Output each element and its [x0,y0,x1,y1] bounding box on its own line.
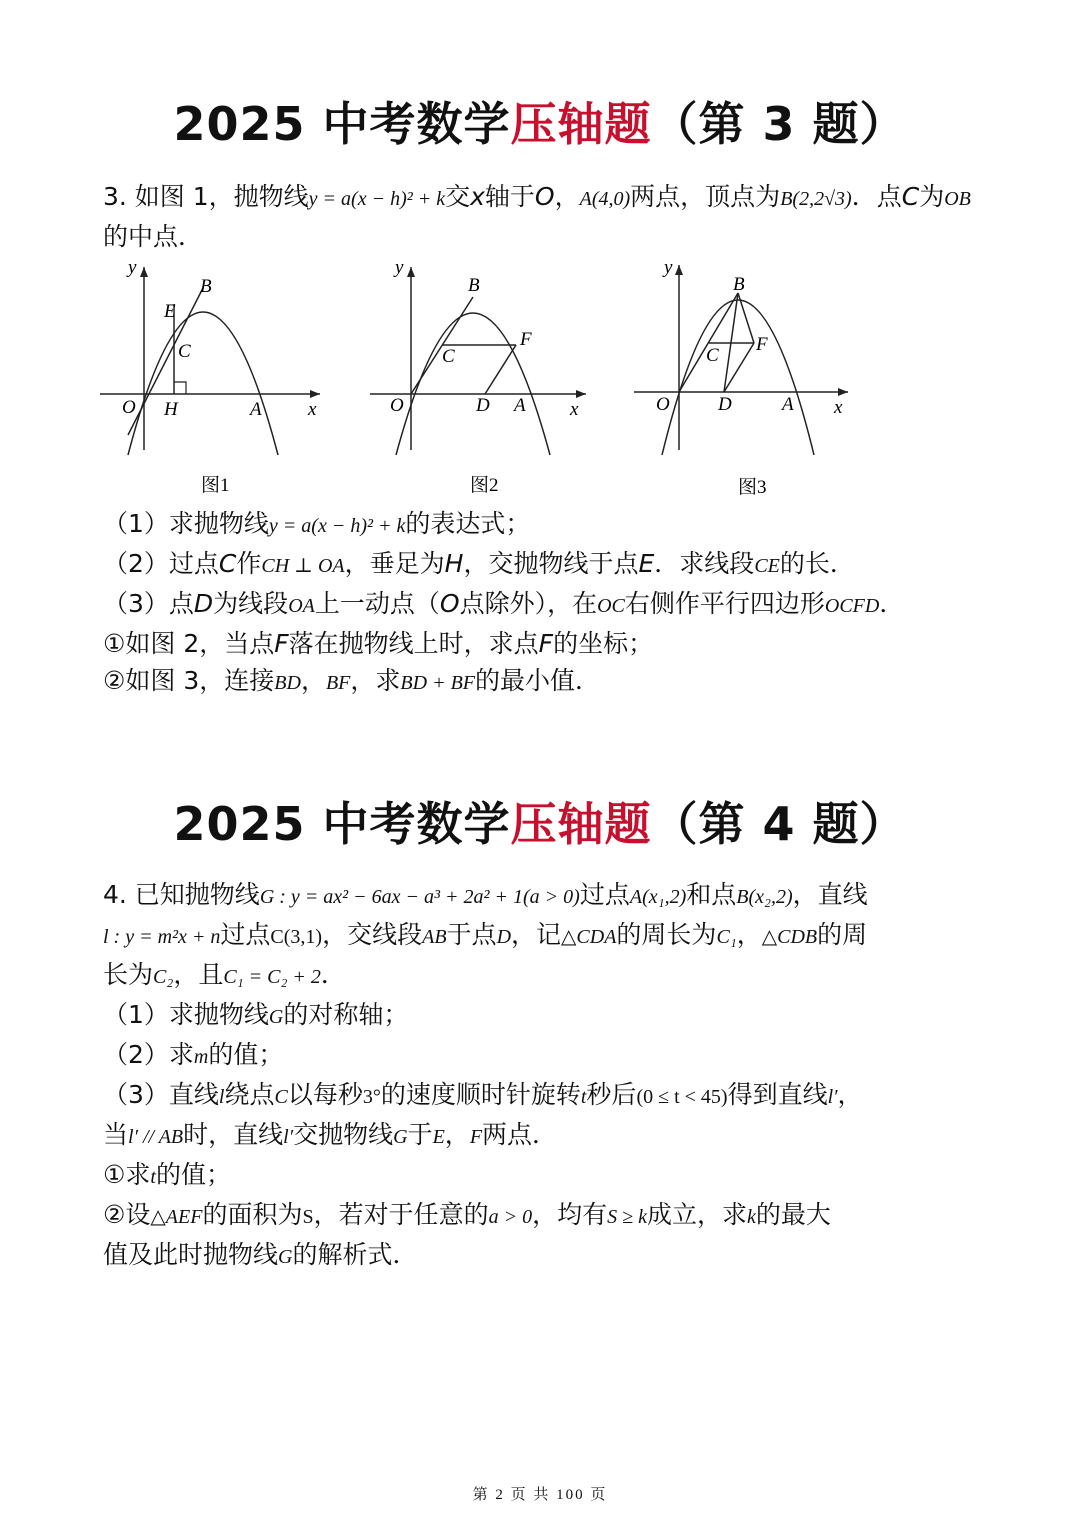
title-highlight: 压轴题 [510,97,652,151]
label-y: y [395,257,404,278]
question-2: （2）过点C作CH ⊥ OA，垂足为H，交抛物线于点E．求线段CE的长． [103,549,855,578]
label-B: B [200,276,212,297]
label-x: x [308,399,317,420]
label-O: O [122,397,136,418]
title-highlight: 压轴题 [510,797,652,851]
label-E: E [164,301,176,322]
segment-DF [724,343,754,392]
y-axis-arrow [675,265,683,275]
figure-3 [632,255,862,505]
figure-2 [368,255,598,505]
label-A: A [514,395,526,416]
label-C: C [706,345,719,366]
question-3-part-1: ①如图 2，当点F落在抛物线上时，求点F的坐标； [103,629,654,658]
question-3-part-2: ②设△AEF的面积为S，若对于任意的a > 0，均有S ≥ k成立，求k的最大 [103,1200,831,1229]
question-3: （3）直线l绕点C以每秒3°的速度顺时针旋转t秒后(0 ≤ t < 45)得到直线l′， [103,1080,863,1109]
label-A: A [782,394,794,415]
question-1: （1）求抛物线y = a(x − h)² + k的表达式； [103,509,531,538]
x-axis-arrow [576,390,586,398]
label-D: D [718,394,732,415]
label-O: O [656,394,670,415]
problem-4-statement: 4. 已知抛物线G : y = ax² − 6ax − a³ + 2a² + 1(a > 0)过点A(x₁,2)和点B(x₂,2)，直线 l : y = m²x + n过点C(3,1)，交线段AB于点D，记△CDA的周长为C₁，△CDB的周 长为C₂，且C₁ = C₂ + 2． （1）求抛物线G的对称轴； （2）求m的值； （3）直线l绕点C以每秒3°的速度顺时针旋转t秒后(0 ≤ t < 45)得到直线l′， 当l′ // AB时，直线l′交抛物线G于E，F两点． ①求t的值； ②设△AEF的面积为S，若对于任意的a > 0，均有S ≥ k成立，求k的最大 值及此时抛物线G的解析式． [103,876,983,1276]
label-B: B [468,275,480,296]
title-suffix: （第 3 题） [651,97,907,151]
label-C: C [442,346,455,367]
page-footer: 第 2 页 共 100 页 [472,1487,608,1503]
title-prefix: 2025 中考数学 [173,97,511,151]
parabola [662,300,814,455]
label-y: y [664,257,673,278]
x-axis-arrow [310,390,320,398]
y-axis-arrow [407,267,415,277]
label-H: H [164,399,178,420]
label-O: O [390,395,404,416]
label-D: D [476,395,490,416]
problem-3-statement: 3. 如图 1，抛物线y = a(x − h)² + k交x轴于O，A(4,0)两点，顶点为B(2,2√3)．点C为OB的中点． [103,182,971,251]
problem-3-title [0,88,1080,154]
label-y: y [128,257,137,278]
question-3-part-1: ①求t的值； [103,1160,231,1189]
figure-caption: 图3 [738,477,767,498]
x-axis-arrow [838,388,848,396]
label-C: C [178,341,191,362]
right-angle-mark [174,382,186,394]
figure-caption: 图2 [470,475,499,496]
title-suffix: （第 4 题） [651,797,907,851]
problem-3-questions [103,505,983,702]
figure-1 [98,255,328,505]
label-B: B [733,274,745,295]
parabola [128,312,278,455]
title-prefix: 2025 中考数学 [173,797,511,851]
segment-BF [738,293,754,343]
segment-DF [485,345,516,394]
label-F: F [520,329,532,350]
problem-4-title [0,788,1080,854]
question-3: （3）点D为线段OA上一动点（O点除外），在OC右侧作平行四边形OCFD． [103,589,905,618]
label-x: x [570,399,579,420]
label-x: x [834,397,843,418]
question-1: （1）求抛物线G的对称轴； [103,1000,409,1029]
label-F: F [756,334,768,355]
y-axis-arrow [140,267,148,277]
question-3-part-2: ②如图 3，连接BD，BF，求BD + BF的最小值． [103,666,601,695]
figure-caption: 图1 [201,475,230,496]
question-2: （2）求m的值； [103,1040,284,1069]
label-A: A [250,399,262,420]
